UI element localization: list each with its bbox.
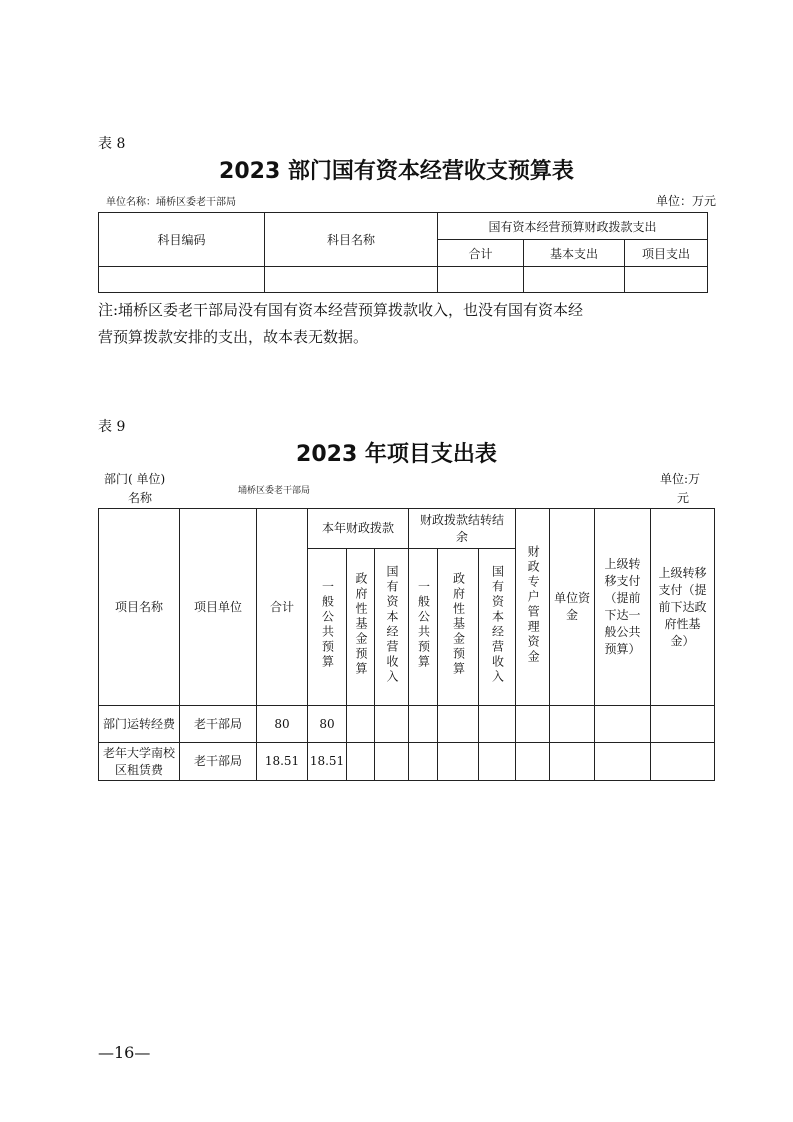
table-row <box>99 267 708 293</box>
row-general-public-budget: 18.51 <box>308 743 347 781</box>
row-project-name: 老年大学南校区租赁费 <box>99 743 180 781</box>
header-project-expenditure: 项目支出 <box>625 240 708 267</box>
header-upper-transfer-govfund: 上级转移支付（提前下达政府性基金） <box>651 509 715 706</box>
table9-unit-line1: 单位:万 <box>660 472 701 486</box>
header-upper-transfer-general: 上级转移支付（提前下达一般公共预算） <box>595 509 651 706</box>
header-total: 合计 <box>257 509 308 706</box>
table8-note <box>98 297 703 351</box>
dept-label-line2: 名称 <box>128 491 153 505</box>
note-line-2: 营预算拨款安排的支出，故本表无数据。 <box>98 328 369 346</box>
table9-title: 2023 年项目支出表 <box>296 442 497 467</box>
header-carryover-govfund: 政府性基金预算 <box>438 549 479 706</box>
header-project-unit: 项目单位 <box>180 509 257 706</box>
header-carryover-general: 一般公共预算 <box>409 549 438 706</box>
header-project-name: 项目名称 <box>99 509 180 706</box>
project-expenditure-table <box>98 508 715 781</box>
table8-unit: 单位：万元 <box>656 194 717 208</box>
table9-label: 表 9 <box>98 419 126 435</box>
header-gov-fund-budget: 政府性基金预算 <box>347 549 375 706</box>
table-row <box>99 706 715 743</box>
note-line-1: 注:埇桥区委老干部局没有国有资本经营预算拨款收入，也没有国有资本经 <box>98 301 584 319</box>
header-carryover-state-capital: 国有资本经营收入 <box>479 549 516 706</box>
header-special-account: 财政专户管理资金 <box>516 509 550 706</box>
header-basic-expenditure: 基本支出 <box>524 240 625 267</box>
table8-unit-name: 单位名称：埇桥区委老干部局 <box>106 197 236 208</box>
row-general-public-budget: 80 <box>308 706 347 743</box>
table9-unit-line2: 元 <box>677 491 690 505</box>
row-total: 80 <box>257 706 308 743</box>
table-row <box>99 743 715 781</box>
dept-label-line1: 部门( 单位) <box>104 472 166 486</box>
header-subject-name: 科目名称 <box>265 213 438 267</box>
dept-name: 埇桥区委老干部局 <box>238 486 311 496</box>
header-total: 合计 <box>438 240 524 267</box>
header-unit-funds: 单位资金 <box>550 509 595 706</box>
header-carryover: 财政拨款结转结余 <box>409 509 516 549</box>
page-number: —16— <box>98 1043 151 1062</box>
header-state-capital-expenditure: 国有资本经营预算财政拨款支出 <box>438 213 708 240</box>
row-project-name: 部门运转经费 <box>99 706 180 743</box>
header-subject-code: 科目编码 <box>99 213 265 267</box>
row-project-unit: 老干部局 <box>180 706 257 743</box>
row-project-unit: 老干部局 <box>180 743 257 781</box>
header-state-capital-income: 国有资本经营收入 <box>375 549 409 706</box>
row-total: 18.51 <box>257 743 308 781</box>
header-general-public-budget: 一般公共预算 <box>308 549 347 706</box>
table8-label: 表 8 <box>98 136 126 152</box>
state-capital-budget-table <box>98 212 708 293</box>
table8-title: 2023 部门国有资本经营收支预算表 <box>219 159 574 184</box>
header-current-year-appropriation: 本年财政拨款 <box>308 509 409 549</box>
